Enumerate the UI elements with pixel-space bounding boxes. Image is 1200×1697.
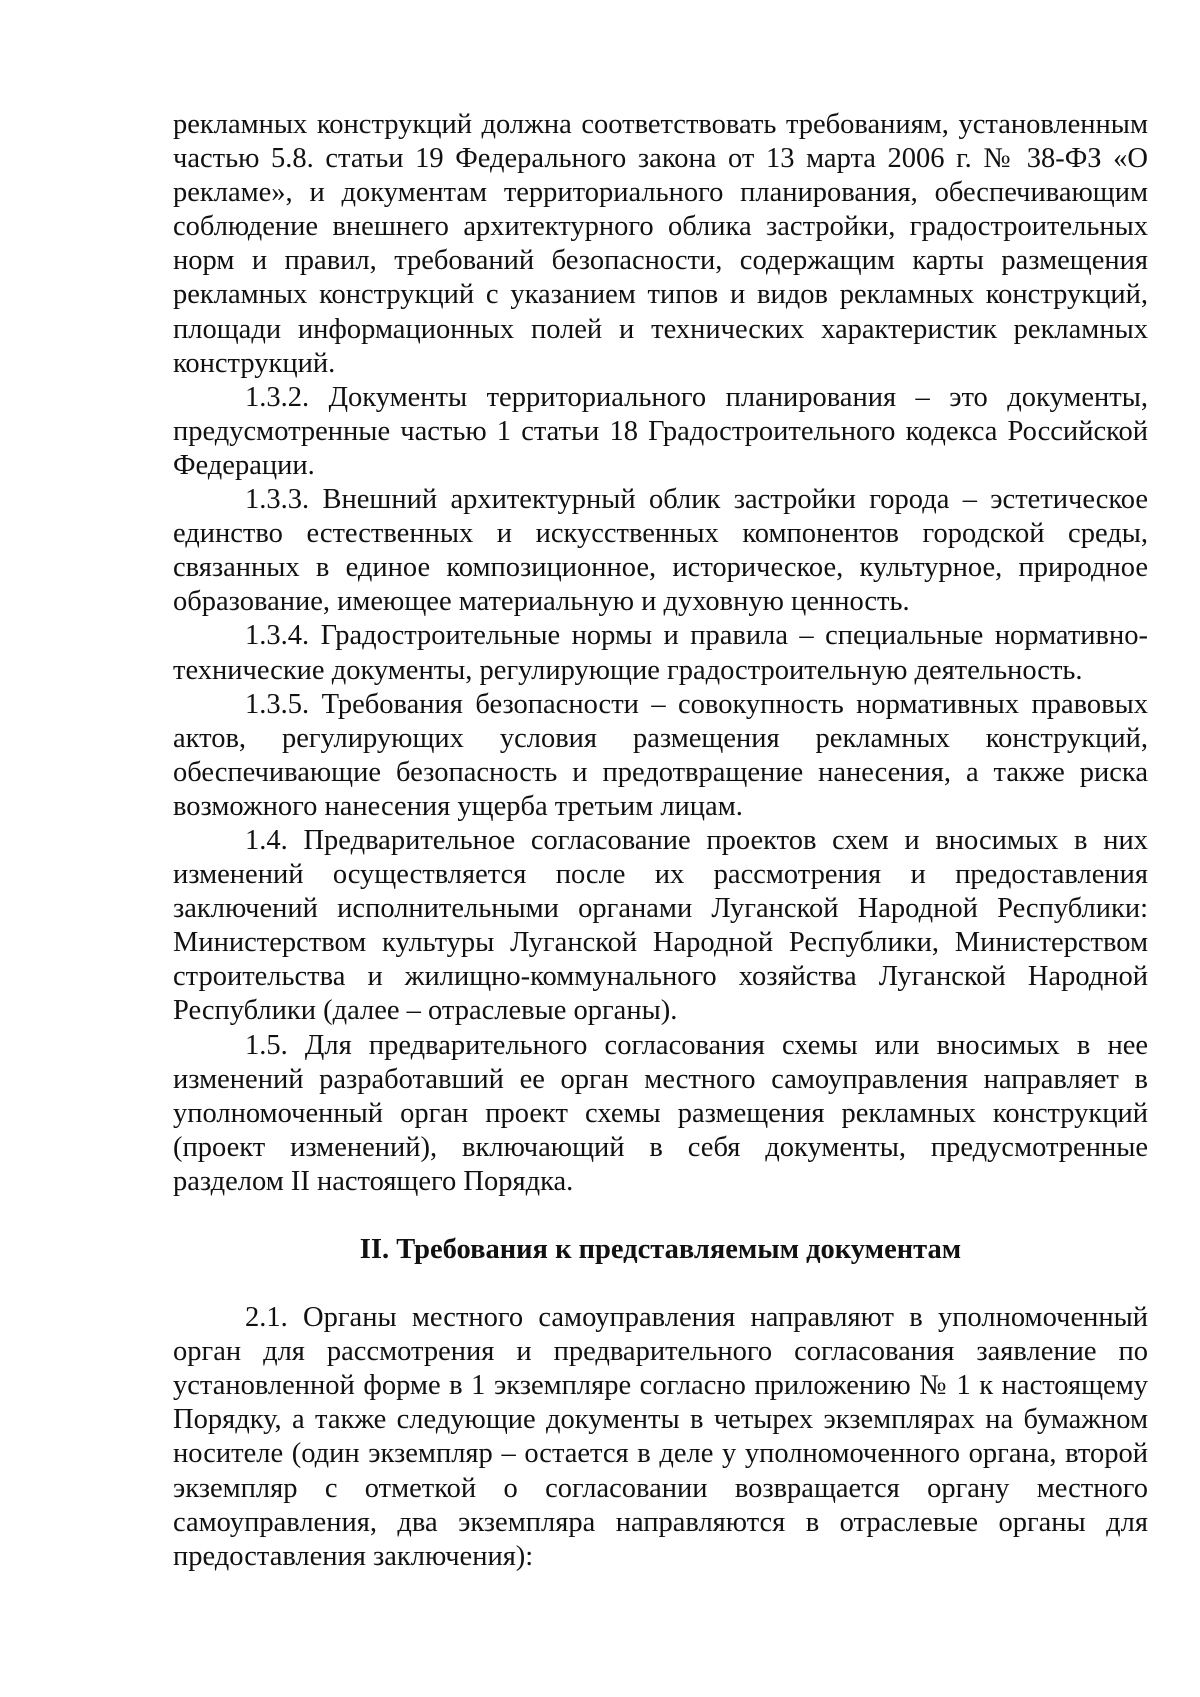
paragraph-1-5: 1.5. Для предварительного согласования схемы или вносимых в нее изменений разработавший ее орган местного самоуправления направляет в уполномоченный орган проект схемы размещения рекламных конструкций (проект изменений), включающий в себя документы, предусмотренные разделом II настоящего Порядка. bbox=[173, 1029, 1148, 1197]
paragraph-1-3-5: 1.3.5. Требования безопасности – совокупность нормативных правовых актов, регулирующих условия размещения рекламных конструкций, обеспечивающие безопасность и предотвращение нанесения, а также риска возможного нанесения ущерба третьим лицам. bbox=[173, 688, 1148, 822]
document-page bbox=[173, 108, 1148, 1574]
paragraph-1-3-4: 1.3.4. Градостроительные нормы и правила – специальные нормативно-технические документы, регулирующие градостроительную деятельность. bbox=[173, 620, 1148, 686]
section-heading: II. Требования к представляемым документам bbox=[359, 1234, 962, 1265]
paragraph-1-3-2: 1.3.2. Документы территориального планирования – это документы, предусмотренные частью 1 статьи 18 Градостроительного кодекса Российской Федерации. bbox=[173, 381, 1148, 481]
paragraph-1-3-3: 1.3.3. Внешний архитектурный облик застройки города – эстетическое единство естественных и искусственных компонентов городской среды, связанных в единое композиционное, историческое, культурное, природное образование, имеющее материальную и духовную ценность. bbox=[173, 484, 1148, 618]
paragraph-2-1: 2.1. Органы местного самоуправления направляют в уполномоченный орган для рассмотрения и предварительного согласования заявление по установленной форме в 1 экземпляре согласно приложению № 1 к настоящему Порядку, а также следующие документы в четырех экземплярах на бумажном носителе (один экземпляр – остается в деле у уполномоченного органа, второй экземпляр с отметкой о согласовании возвращается органу местного самоуправления, два экземпляра направляются в отраслевые органы для предоставления заключения): bbox=[173, 1302, 1148, 1572]
paragraph-1-4: 1.4. Предварительное согласование проектов схем и вносимых в них изменений осуществляется после их рассмотрения и предоставления заключений исполнительными органами Луганской Народной Республики: Министерством культуры Луганской Народной Республики, Министерством строительства и жилищно-коммунального хозяйства Луганской Народной Республики (далее – отраслевые органы). bbox=[173, 824, 1148, 1027]
paragraph-continuation: рекламных конструкций должна соответствовать требованиям, установленным частью 5.8. статьи 19 Федерального закона от 13 марта 2006 г. № 38-ФЗ «О рекламе», и документам территориального планирования, обеспечивающим соблюдение внешнего архитектурного облика застройки, градостроительных норм и правил, требований безопасности, содержащим карты размещения рекламных конструкций с указанием типов и видов рекламных конструкций, площади информационных полей и технических характеристик рекламных конструкций. bbox=[173, 109, 1148, 379]
